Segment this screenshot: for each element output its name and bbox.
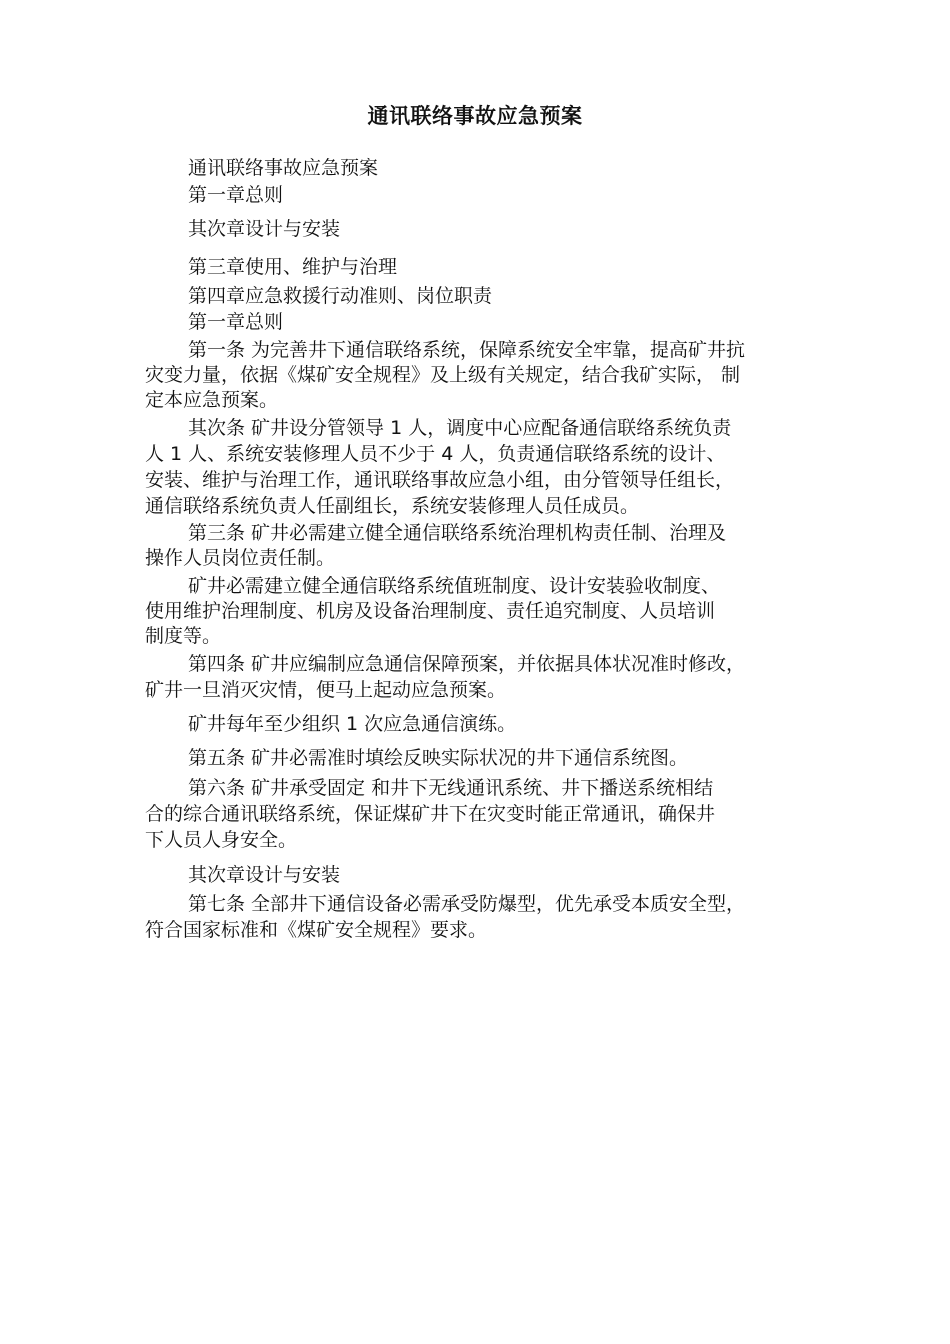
paragraph-line: 矿井每年至少组织 1 次应急通信演练。 [188,713,517,735]
paragraph-line: 第七条 全部井下通信设备必需承受防爆型，优先承受本质安全型， [188,893,746,915]
paragraph-line: 灾变力量，依据《煤矿安全规程》及上级有关规定，结合我矿实际， 制 [145,364,741,386]
paragraph-line: 第三条 矿井必需建立健全通信联络系统治理机构责任制、治理及 [188,522,727,544]
paragraph-line: 符合国家标准和《煤矿安全规程》要求。 [145,919,488,941]
toc-line: 其次章设计与安装 [188,218,341,240]
toc-line: 通讯联络事故应急预案 [188,157,379,179]
paragraph-line: 第四条 矿井应编制应急通信保障预案，并依据具体状况准时修改， [188,653,746,675]
paragraph-line: 矿井必需建立健全通信联络系统值班制度、设计安装验收制度、 [188,575,721,597]
paragraph-line: 合的综合通讯联络系统，保证煤矿井下在灾变时能正常通讯，确保井 [145,803,716,825]
chapter-heading: 其次章设计与安装 [188,864,341,886]
paragraph-line: 下人员人身安全。 [145,829,298,851]
toc-line: 第三章使用、维护与治理 [188,256,398,278]
paragraph-line: 第六条 矿井承受固定 和井下无线通讯系统、井下播送系统相结 [188,777,714,799]
paragraph-line: 制度等。 [145,625,222,647]
paragraph-line: 通信联络系统负责人任副组长，系统安装修理人员任成员。 [145,495,640,517]
paragraph-line: 人 1 人、系统安装修理人员不少于 4 人，负责通信联络系统的设计、 [145,443,726,465]
paragraph-line: 使用维护治理制度、机房及设备治理制度、责任追究制度、人员培训 [145,600,716,622]
paragraph-line: 第五条 矿井必需准时填绘反映实际状况的井下通信系统图。 [188,747,689,769]
chapter-heading: 第一章总则 [188,311,284,333]
toc-line: 第四章应急救援行动准则、岗位职责 [188,285,493,307]
paragraph-line: 安装、维护与治理工作，通讯联络事故应急小组，由分管领导任组长， [145,469,735,491]
toc-line: 第一章总则 [188,184,284,206]
document-title: 通讯联络事故应急预案 [367,104,583,128]
paragraph-line: 定本应急预案。 [145,389,279,411]
paragraph-line: 矿井一旦消灭灾情，便马上起动应急预案。 [145,679,507,701]
paragraph-line: 其次条 矿井设分管领导 1 人，调度中心应配备通信联络系统负责 [188,417,732,439]
paragraph-line: 第一条 为完善井下通信联络系统，保障系统安全牢靠，提高矿井抗 [188,339,746,361]
paragraph-line: 操作人员岗位责任制。 [145,547,336,569]
